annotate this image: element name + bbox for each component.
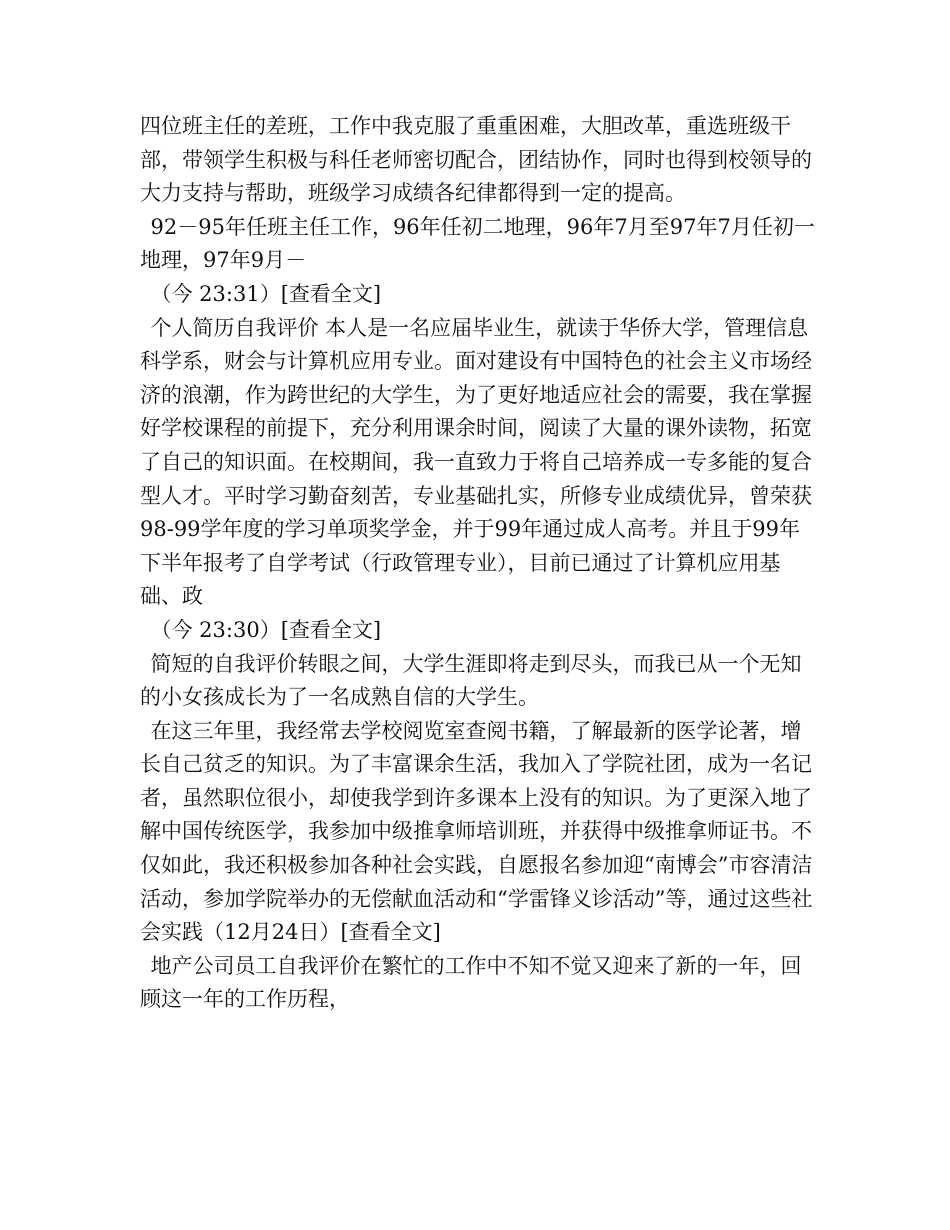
paragraph-1: 四位班主任的差班，工作中我克服了重重困难，大胆改革，重选班级干部，带领学生积极与科任老师密切配合，团结协作，同时也得到校领导的大力支持与帮助，班级学习成绩各纪律都得到一定的提高。 bbox=[140, 114, 812, 206]
entry-date-3: （12月24日） bbox=[203, 920, 341, 945]
paragraph-2: 92－95年任班主任工作，96年任初二地理，96年7月至97年7月任初一地理，97年9月－ bbox=[140, 214, 815, 273]
paragraph-6: 地产公司员工自我评价在繁忙的工作中不知不觉又迎来了新的一年，回顾这一年的工作历程， bbox=[140, 953, 802, 1012]
view-full-text-link-2[interactable]: [查看全文] bbox=[280, 617, 382, 642]
paragraph-5-text: 在这三年里，我经常去学校阅览室查阅书籍，了解最新的医学论著，增长自己贫乏的知识。为了丰富课余生活，我加入了学院社团，成为一名记者，虽然职位很小，却使我学到许多课本上没有的知识。为了更深入地了解中国传统医学，我参加中级推拿师培训班，并获得中级推拿师证书。不仅如此，我还积极参加各种社会实践，自愿报名参加迎“南博会”市容清洁活动，参加学院举办的无偿献血活动和“学雷锋义诊活动”等，通过这些社会实践 bbox=[140, 718, 813, 945]
view-full-text-link-3[interactable]: [查看全文] bbox=[340, 920, 441, 945]
entry-meta-2 bbox=[140, 614, 820, 648]
document-page bbox=[140, 110, 820, 1017]
entry-time-1: （今 23:31） bbox=[150, 281, 281, 306]
paragraph-4: 简短的自我评价转眼之间，大学生涯即将走到尽头，而我已从一个无知的小女孩成长为了一名成熟自信的大学生。 bbox=[140, 651, 802, 710]
paragraph-3: 个人简历自我评价 本人是一名应届毕业生，就读于华侨大学，管理信息科学系，财会与计算机应用专业。面对建设有中国特色的社会主义市场经济的浪潮，作为跨世纪的大学生，为了更好地适应社会的需要，我在掌握好学校课程的前提下，充分利用课余时间，阅读了大量的课外读物，拓宽了自己的知识面。在校期间，我一直致力于将自己培养成一专多能的复合型人才。平时学习勤奋刻苦，专业基础扎实，所修专业成绩优异，曾荣获98-99学年度的学习单项奖学金，并于99年通过成人高考。并且于99年下半年报考了自学考试（行政管理专业），目前已通过了计算机应用基础、政 bbox=[140, 315, 812, 609]
entry-meta-1 bbox=[140, 278, 820, 312]
view-full-text-link-1[interactable]: [查看全文] bbox=[280, 281, 382, 306]
entry-time-2: （今 23:30） bbox=[150, 617, 281, 642]
paragraph-5 bbox=[140, 715, 820, 950]
